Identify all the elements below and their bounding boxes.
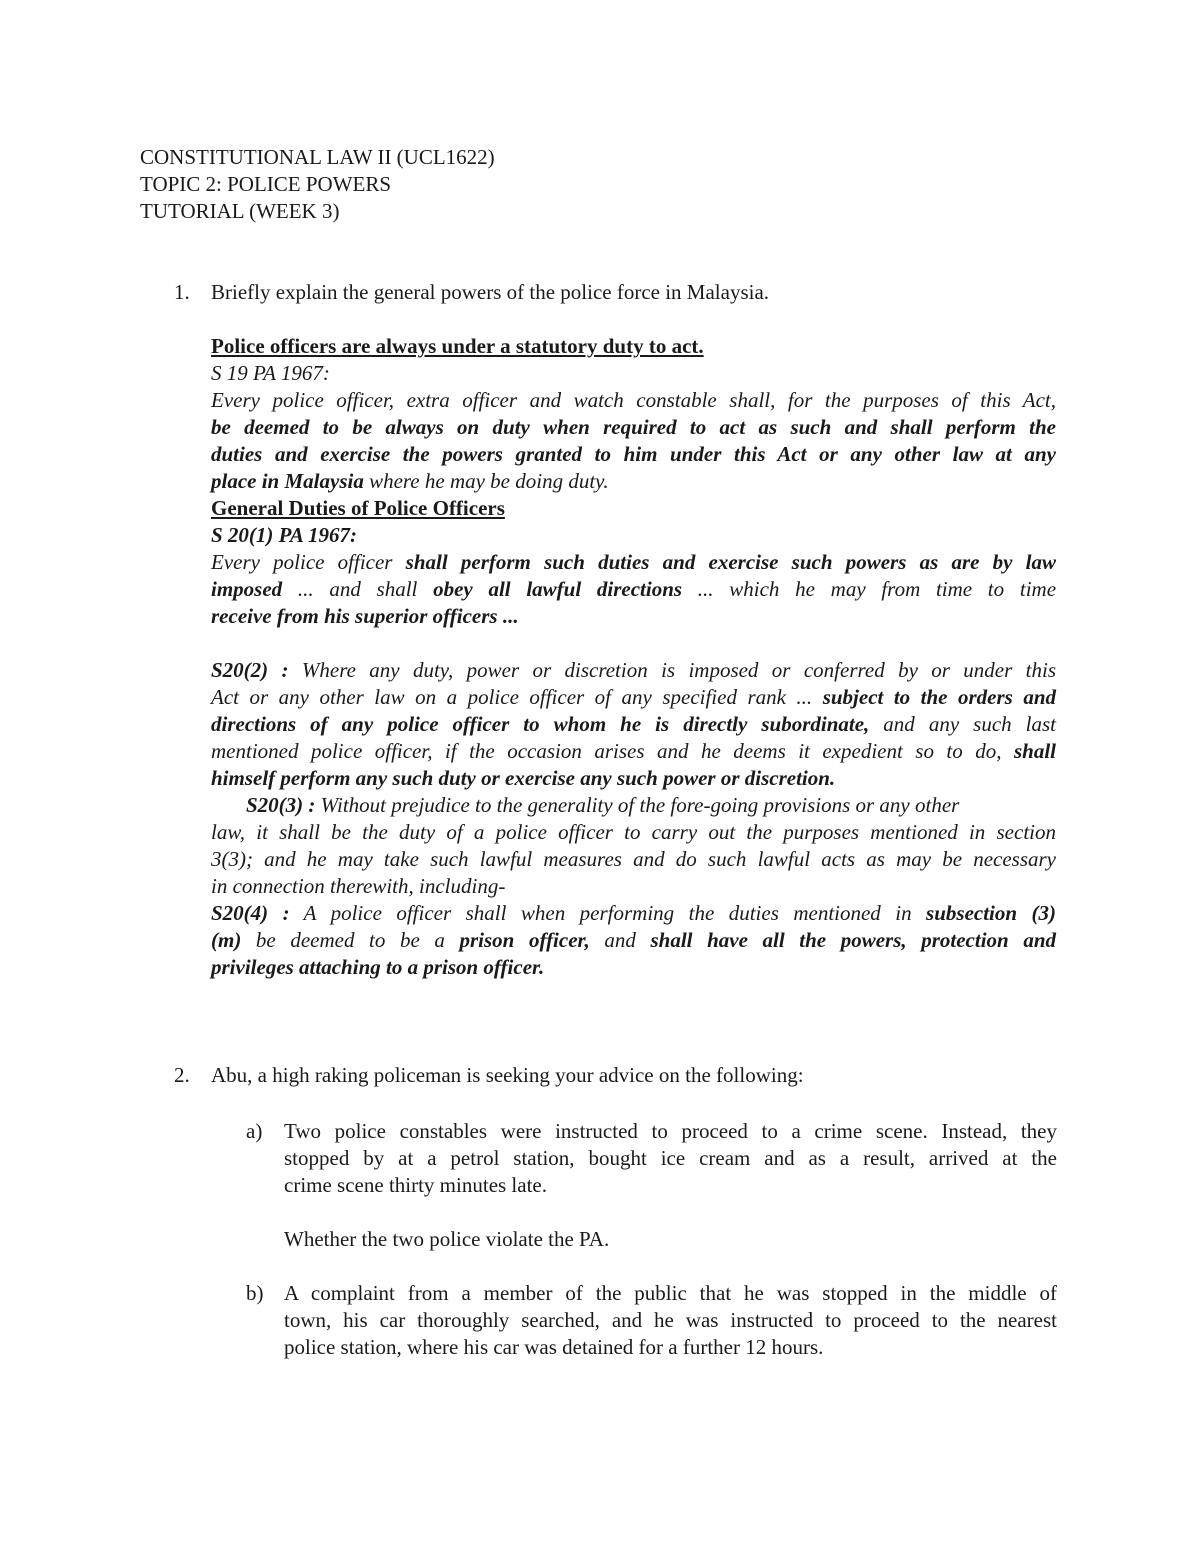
s20-1-line-1-b: shall perform such duties and exercise such powers as are by law	[405, 550, 1056, 574]
s20-1-line-2-d: ... which he may from time to time	[682, 577, 1057, 601]
sub-question-a-line-3: crime scene thirty minutes late.	[284, 1173, 547, 1197]
s20-4-line-3: privileges attaching to a prison officer.	[211, 955, 545, 979]
sub-question-b-line-2: town, his car thoroughly searched, and he was instructed to proceed to the nearest	[284, 1308, 1057, 1332]
s20-1-line-3: receive from his superior officers ...	[211, 604, 519, 628]
s20-1-line-1	[211, 549, 1056, 576]
tutorial-title: TUTORIAL (WEEK 3)	[140, 199, 340, 223]
s20-4-line-2	[211, 927, 1056, 954]
s20-4-line-1-b: subsection (3)	[926, 901, 1056, 925]
s20-4-line-2-c: prison officer,	[459, 928, 590, 952]
s20-3-reference: S20(3) :	[246, 793, 316, 817]
s20-2-line-1-text: Where any duty, power or discretion is imposed or conferred by or under this	[288, 658, 1056, 682]
sub-question-a-line-1: Two police constables were instructed to proceed to a crime scene. Instead, they	[284, 1119, 1057, 1143]
s20-4-line-2-e: shall have all the powers, protection and	[650, 928, 1056, 952]
course-title: CONSTITUTIONAL LAW II (UCL1622)	[140, 145, 495, 169]
question-1-number: 1.	[174, 280, 190, 304]
s20-1-line-2	[211, 576, 1056, 603]
s19-reference: S 19 PA 1967:	[211, 361, 330, 385]
s20-2-line-5: himself perform any such duty or exercise any such power or discretion.	[211, 766, 836, 790]
s19-line-4-bold: place in Malaysia	[211, 469, 364, 493]
s20-4-line-1	[211, 900, 1056, 927]
s20-3-line-4: in connection therewith, including-	[211, 874, 506, 898]
s20-3-line-1-text: Without prejudice to the generality of the fore-going provisions or any other	[315, 793, 960, 817]
s20-4-reference: S20(4) :	[211, 901, 290, 925]
sub-question-a-label: a)	[246, 1119, 263, 1143]
s20-1-reference: S 20(1) PA 1967:	[211, 523, 358, 547]
s19-line-1: Every police officer, extra officer and watch constable shall, for the purposes of this Act,	[211, 388, 1056, 412]
answer-heading-general-duties: General Duties of Police Officers	[211, 496, 505, 520]
s20-4-line-1-a: A police officer shall when performing the duties mentioned in	[289, 901, 927, 925]
question-2-number: 2.	[174, 1063, 190, 1087]
s19-line-4	[211, 468, 609, 495]
s20-4-line-2-b: be deemed to be a	[241, 928, 460, 952]
s20-2-line-4	[211, 738, 1056, 765]
s20-2-line-1	[211, 657, 1056, 684]
s19-line-2: be deemed to be always on duty when required to act as such and shall perform the	[211, 415, 1056, 439]
s20-1-line-2-c: obey all lawful directions	[433, 577, 683, 601]
answer-heading-statutory-duty: Police officers are always under a statutory duty to act.	[211, 334, 704, 358]
s20-2-reference: S20(2) :	[211, 658, 289, 682]
question-1-text: Briefly explain the general powers of the police force in Malaysia.	[211, 280, 770, 304]
s20-2-line-4-b: shall	[1013, 739, 1056, 763]
s20-2-line-3	[211, 711, 1056, 738]
s20-2-line-2	[211, 684, 1056, 711]
s19-line-3: duties and exercise the powers granted to him under this Act or any other law at any	[211, 442, 1056, 466]
sub-question-b-line-3: police station, where his car was detained for a further 12 hours.	[284, 1335, 824, 1359]
s20-2-line-4-a: mentioned police officer, if the occasion arises and he deems it expedient so to do,	[211, 739, 1014, 763]
s20-3-line-1	[246, 792, 959, 819]
s20-1-line-2-a: imposed	[211, 577, 283, 601]
s20-2-line-3-a: directions of any police officer to whom he is directly subordinate,	[211, 712, 870, 736]
sub-question-a-follow-up: Whether the two police violate the PA.	[284, 1227, 610, 1251]
s20-2-line-3-b: and any such last	[869, 712, 1057, 736]
s20-4-line-2-d: and	[589, 928, 651, 952]
s19-line-4-rest: where he may be doing duty.	[363, 469, 609, 493]
s20-3-line-2: law, it shall be the duty of a police officer to carry out the purposes mentioned in section	[211, 820, 1056, 844]
sub-question-b-line-1: A complaint from a member of the public that he was stopped in the middle of	[284, 1281, 1057, 1305]
s20-3-line-3: 3(3); and he may take such lawful measures and do such lawful acts as may be necessary	[211, 847, 1056, 871]
sub-question-a-line-2: stopped by at a petrol station, bought ice cream and as a result, arrived at the	[284, 1146, 1057, 1170]
topic-title: TOPIC 2: POLICE POWERS	[140, 172, 392, 196]
s20-1-line-1-a: Every police officer	[211, 550, 406, 574]
question-2-text: Abu, a high raking policeman is seeking your advice on the following:	[211, 1063, 804, 1087]
sub-question-b-label: b)	[246, 1281, 264, 1305]
s20-1-line-2-b: ... and shall	[282, 577, 434, 601]
s20-2-line-2-a: Act or any other law on a police officer of any specified rank ...	[211, 685, 823, 709]
s20-2-line-2-b: subject to the orders and	[822, 685, 1056, 709]
s20-4-line-2-a: (m)	[211, 928, 242, 952]
